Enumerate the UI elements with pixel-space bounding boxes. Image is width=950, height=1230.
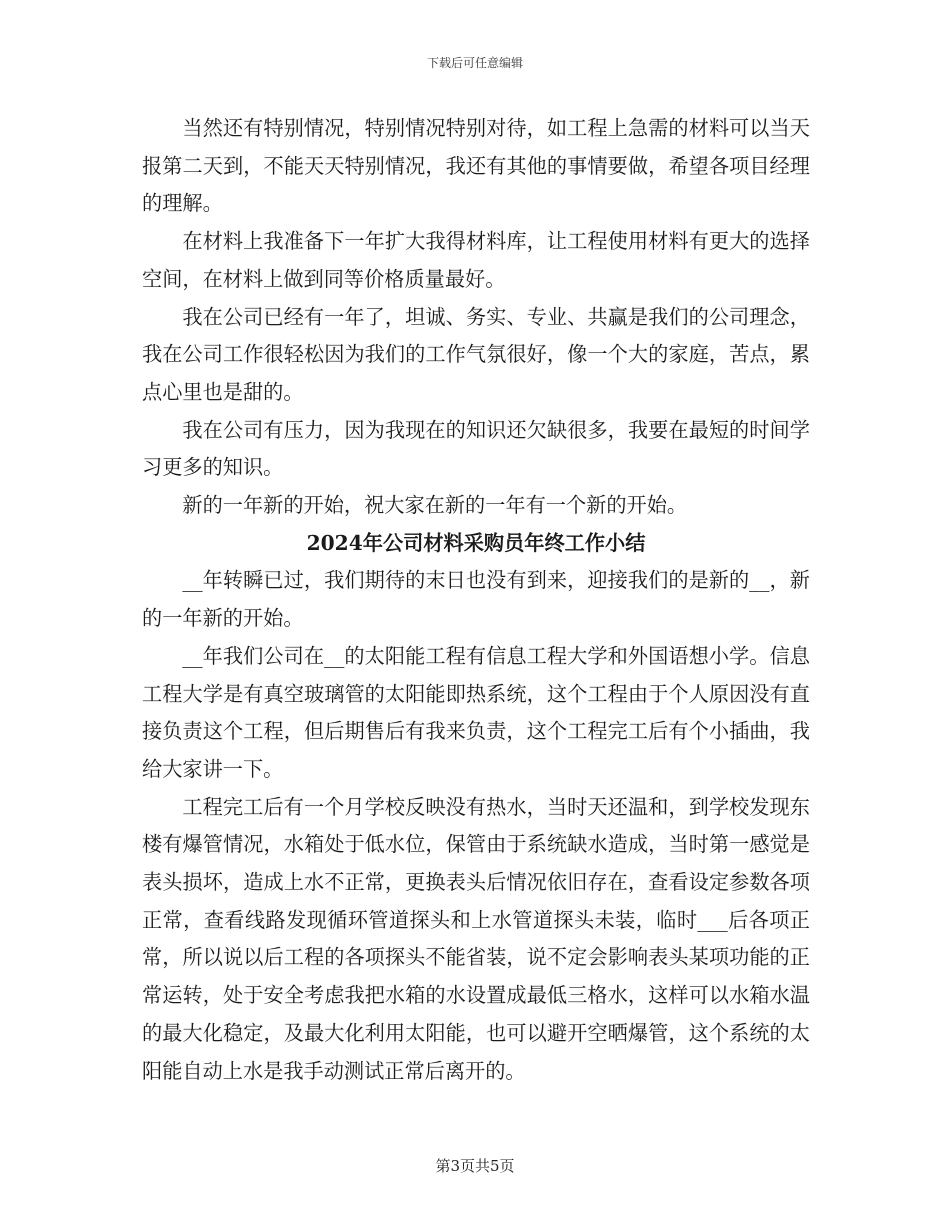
page-header-note: 下载后可任意编辑 <box>426 56 523 70</box>
paragraph: 在材料上我准备下一年扩大我得材料库，让工程使用材料有更大的选择空间，在材料上做到同等价格质量最好。 <box>142 229 810 291</box>
page-number-footer: 第3页共5页 <box>435 1157 515 1175</box>
document-body <box>142 110 810 1090</box>
paragraph: 工程完工后有一个月学校反映没有热水，当时天还温和，到学校发现东楼有爆管情况，水箱处于低水位，保管由于系统缺水造成，当时第一感觉是表头损坏，造成上水不正常，更换表头后情况依旧存在，查看设定参数各项正常，查看线路发现循环管道探头和上水管道探头未装，临时___后各项正常，所以说以后工程的各项探头不能省装，说不定会影响表头某项功能的正常运转，处于安全考虑我把水箱的水设置成最低三格水，这样可以水箱水温的最大化稳定，及最大化利用太阳能，也可以避开空晒爆管，这个系统的太阳能自动上水是我手动测试正常后离开的。 <box>142 794 810 1083</box>
paragraph: __年我们公司在__的太阳能工程有信息工程大学和外国语想小学。信息工程大学是有真空玻璃管的太阳能即热系统，这个工程由于个人原因没有直接负责这个工程，但后期售后有我来负责，这个工程完工后有个小插曲，我给大家讲一下。 <box>142 643 810 781</box>
section-title: 2024年公司材料采购员年终工作小结 <box>306 530 646 555</box>
paragraph: 我在公司有压力，因为我现在的知识还欠缺很多，我要在最短的时间学习更多的知识。 <box>142 417 810 480</box>
paragraph: 我在公司已经有一年了，坦诚、务实、专业、共赢是我们的公司理念，我在公司工作很轻松因为我们的工作气氛很好，像一个大的家庭，苦点，累点心里也是甜的。 <box>142 304 810 404</box>
paragraph: 新的一年新的开始，祝大家在新的一年有一个新的开始。 <box>182 493 688 518</box>
paragraph: 当然还有特别情况，特别情况特别对待，如工程上急需的材料可以当天报第二天到，不能天天特别情况，我还有其他的事情要做，希望各项目经理的理解。 <box>142 116 810 216</box>
paragraph: __年转瞬已过，我们期待的末日也没有到来，迎接我们的是新的__，新的一年新的开始。 <box>142 568 810 631</box>
